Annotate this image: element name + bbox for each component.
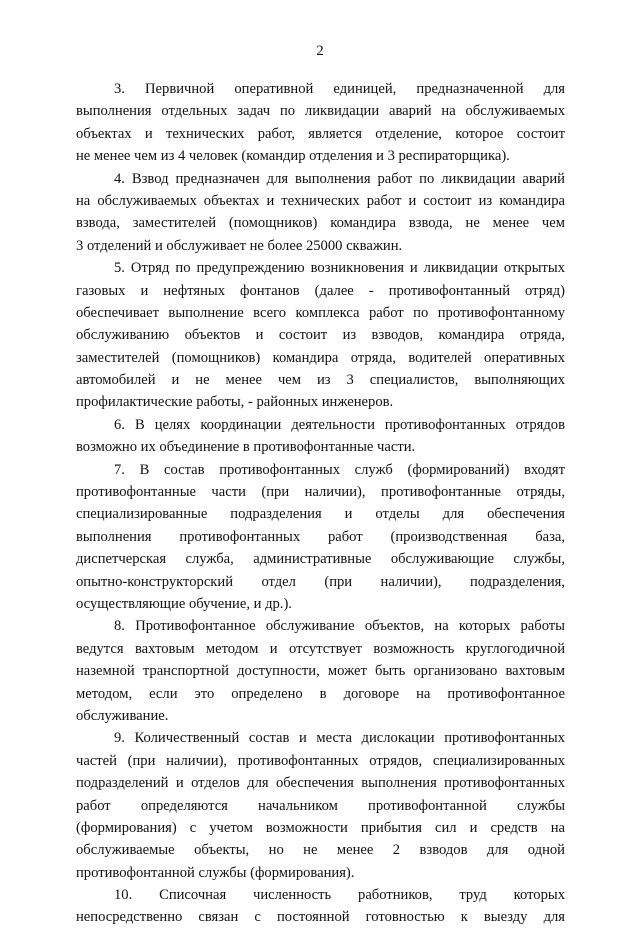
text-line: не менее чем из 4 человек (командир отделения и 3 респираторщика). — [76, 148, 510, 165]
text-line: (формирования) с учетом возможности прибытия сил и средств на — [76, 819, 565, 836]
text-line: подразделений и отделов для обеспечения выполнения противофонтанных — [76, 775, 565, 792]
text-line: выполнения противофонтанных работ (производственная база, — [76, 528, 565, 545]
text-line: на обслуживаемых объектах и технических работ и состоит из командира — [76, 192, 565, 209]
text-line: обеспечивает выполнение всего комплекса работ по противофонтанному — [76, 304, 565, 321]
text-line: взвода, заместителей (помощников) командира взвода, не менее чем — [76, 215, 565, 232]
text-line: объектах и технических работ, является отделение, которое состоит — [76, 125, 565, 142]
text-line: возможно их объединение в противофонтанные части. — [76, 439, 416, 456]
text-line: профилактические работы, - районных инженеров. — [76, 394, 394, 411]
paragraph — [76, 884, 565, 929]
text-line: выполнения отдельных задач по ликвидации аварий на обслуживаемых — [76, 103, 565, 120]
text-line: частей (при наличии), противофонтанных отрядов, специализированных — [76, 752, 565, 769]
text-line: осуществляющие обучение, и др.). — [76, 595, 292, 612]
paragraph — [76, 615, 565, 727]
text-line: опытно-конструкторский отдел (при наличии), подразделения, — [76, 573, 565, 590]
text-line: непосредственно связан с постоянной готовностью к выезду для — [76, 909, 565, 926]
text-line: газовых и нефтяных фонтанов (далее - противофонтанный отряд) — [76, 282, 565, 299]
page-number: 2 — [316, 43, 324, 59]
text-line: 10. Списочная численность работников, труд которых — [114, 887, 565, 904]
text-line: автомобилей и не менее чем из 3 специалистов, выполняющих — [76, 372, 565, 389]
text-line: ведутся вахтовым методом и отсутствует возможность круглогодичной — [76, 640, 565, 657]
document-body — [76, 78, 565, 929]
text-line: 3 отделений и обслуживает не более 25000 скважин. — [76, 237, 403, 254]
paragraph — [76, 727, 565, 884]
text-line: 3. Первичной оперативной единицей, предназначенной для — [114, 81, 565, 97]
text-line: работ определяются начальником противофонтанной службы — [76, 797, 565, 814]
text-line: обслуживаемые объекты, но не менее 2 взводов для одной — [76, 842, 565, 859]
paragraph — [76, 78, 565, 168]
paragraph — [76, 168, 565, 258]
text-line: 8. Противофонтанное обслуживание объектов, на которых работы — [114, 618, 565, 635]
text-line: специализированные подразделения и отделы для обеспечения — [76, 506, 565, 523]
paragraph — [76, 257, 565, 414]
text-line: методом, если это определено в договоре на противофонтанное — [76, 685, 565, 702]
text-line: обслуживанию объектов и состоит из взводов, командира отряда, — [76, 327, 565, 344]
text-line: 6. В целях координации деятельности противофонтанных отрядов — [114, 416, 565, 433]
text-line: наземной транспортной доступности, может быть организовано вахтовым — [76, 663, 565, 680]
text-line: 9. Количественный состав и места дислокации противофонтанных — [114, 730, 565, 747]
text-line: диспетчерская служба, административные обслуживающие службы, — [76, 551, 565, 568]
text-line: противофонтанной службы (формирования). — [76, 864, 355, 881]
text-line: 7. В состав противофонтанных служб (формирований) входят — [114, 461, 565, 478]
text-line: обслуживание. — [76, 707, 169, 724]
paragraph — [76, 459, 565, 616]
paragraph — [76, 414, 565, 459]
text-line: заместителей (помощников) командира отряда, водителей оперативных — [76, 349, 565, 366]
text-line: 4. Взвод предназначен для выполнения работ по ликвидации аварий — [114, 170, 565, 187]
text-line: противофонтанные части (при наличии), противофонтанные отряды, — [76, 484, 565, 501]
text-line: 5. Отряд по предупреждению возникновения и ликвидации открытых — [114, 260, 565, 277]
